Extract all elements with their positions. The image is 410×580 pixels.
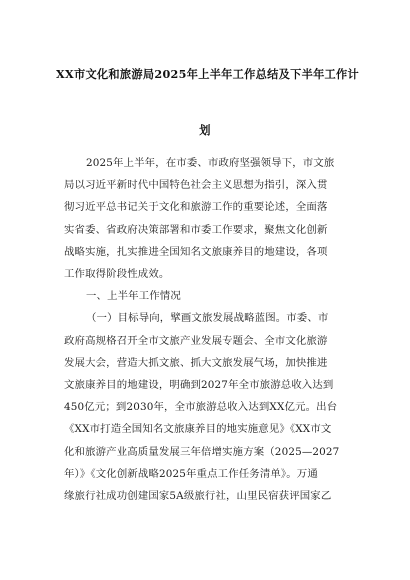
body-line: 缘旅行社成功创建国家5A级旅行社，山里民宿获评国家乙 [64, 490, 332, 503]
body-line: 实省委、省政府决策部署和市委工作要求，聚焦文化创新 [64, 223, 328, 236]
body-line: 政府高规格召开全市文旅产业发展专题会、全市文化旅游 [64, 334, 328, 347]
body-line: 2025年上半年，在市委、市政府坚强领导下，市文旅 [86, 157, 335, 169]
body-line: 一、上半年工作情况 [86, 290, 181, 303]
body-line: 450亿元；到2030年，全市旅游总收入达到XX亿元。出台 [64, 401, 338, 414]
body-line: 彻习近平总书记关于文化和旅游工作的重要论述，全面落 [64, 201, 328, 214]
body-line: 年）》《文化创新战略2025年重点工作任务清单》。万通 [64, 467, 318, 480]
body-line: 发展大会，营造大抓文旅、抓大文旅发展气场，加快推进 [64, 356, 328, 369]
document-body [64, 152, 346, 507]
body-line: 工作取得阶段性成效。 [64, 268, 170, 281]
body-line: （一）目标导向，擘画文旅发展战略蓝图。市委、市 [86, 312, 329, 325]
body-line: 战略实施，扎实推进全国知名文旅康养目的地建设，各项 [64, 245, 328, 258]
document-title-continuation: 划 [199, 123, 211, 137]
body-line: 化和旅游产业高质量发展三年倍增实施方案（2025—2027 [64, 445, 340, 458]
body-line: 局以习近平新时代中国特色社会主义思想为指引，深入贯 [64, 179, 328, 192]
document-title: XX市文化和旅游局2025年上半年工作总结及下半年工作计 [56, 67, 360, 81]
body-line: 文旅康养目的地建设，明确到2027年全市旅游总收入达到 [64, 379, 334, 392]
body-line: 《XX市打造全国知名文旅康养目的地实施意见》《XX市文 [64, 423, 332, 436]
